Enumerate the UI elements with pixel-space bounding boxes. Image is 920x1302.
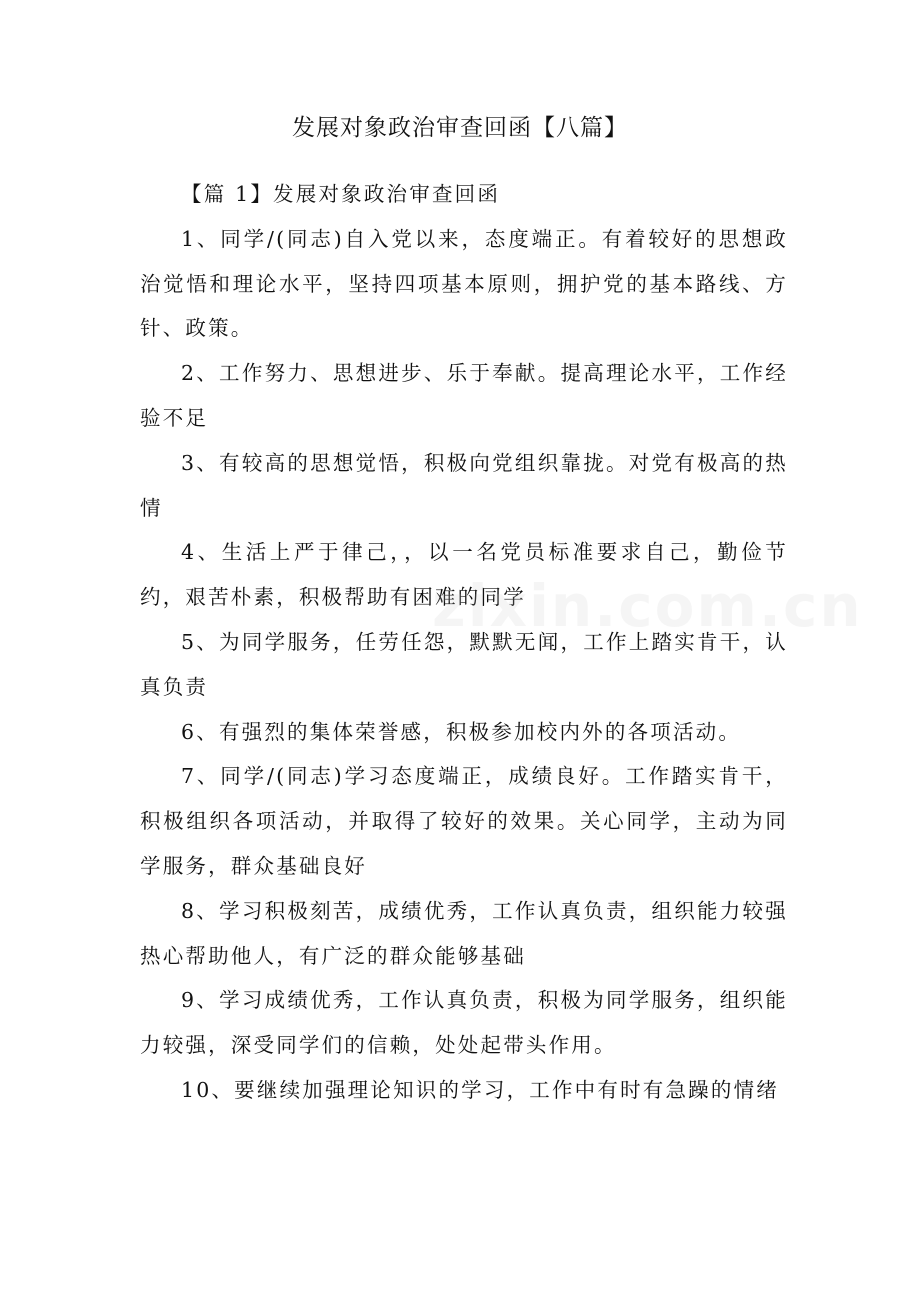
watermark: zixin.com.cn [432,572,863,640]
paragraph-5: 5、为同学服务，任劳任怨，默默无闻，工作上踏实肯干，认真负责 [140,629,788,699]
paragraph-9: 9、学习成绩优秀，工作认真负责，积极为同学服务，组织能力较强，深受同学们的信赖，处处起带头作用。 [140,988,788,1058]
paragraph-2: 2、工作努力、思想进步、乐于奉献。提高理论水平，工作经验不足 [140,361,788,430]
paragraph-3: 3、有较高的思想觉悟，积极向党组织靠拢。对党有极高的热情 [140,450,788,520]
paragraph-10: 10、要继续加强理论知识的学习，工作中有时有急躁的情绪 [181,1077,779,1102]
document-title: 发展对象政治审查回函【八篇】 [292,115,628,141]
paragraph-1: 1、同学/(同志)自入党以来，态度端正。有着较好的思想政治觉悟和理论水平，坚持四项基本原则，拥护党的基本路线、方针、政策。 [140,226,788,341]
document-body [140,172,788,1113]
paragraph-6: 6、有强烈的集体荣誉感，积极参加校内外的各项活动。 [181,719,742,744]
paragraph-7: 7、同学/(同志)学习态度端正，成绩良好。工作踏实肯干，积极组织各项活动，并取得了较好的效果。关心同学，主动为同学服务，群众基础良好 [140,764,788,878]
section-heading: 【篇 1】发展对象政治审查回函 [181,182,501,206]
paragraph-4: 4、生活上严于律己，，以一名党员标准要求自己，勤俭节约，艰苦朴素，积极帮助有困难的同学 [140,540,788,610]
paragraph-8: 8、学习积极刻苦，成绩优秀，工作认真负责，组织能力较强热心帮助他人，有广泛的群众能够基础 [140,898,788,968]
